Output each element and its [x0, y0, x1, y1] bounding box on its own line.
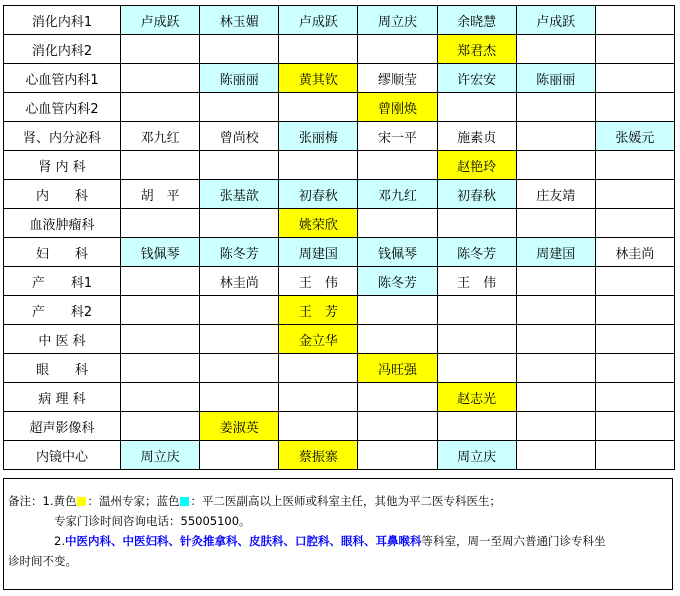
doctor-cell: 陈丽丽 — [200, 64, 279, 93]
table-row — [4, 6, 675, 35]
notes-line-2 — [8, 511, 668, 531]
doctor-cell — [516, 209, 595, 238]
department-cell: 病 理 科 — [4, 383, 121, 412]
doctor-cell: 林玉媚 — [200, 6, 279, 35]
doctor-cell — [595, 441, 674, 470]
doctor-cell: 曾刚焕 — [358, 93, 437, 122]
doctor-cell — [200, 209, 279, 238]
doctor-cell — [595, 296, 674, 325]
doctor-cell: 冯旺强 — [358, 354, 437, 383]
department-cell: 血液肿瘤科 — [4, 209, 121, 238]
doctor-cell: 林圭尚 — [200, 267, 279, 296]
doctor-cell — [200, 35, 279, 64]
department-cell: 内镜中心 — [4, 441, 121, 470]
department-cell: 产 科1 — [4, 267, 121, 296]
doctor-cell — [358, 412, 437, 441]
doctor-cell — [516, 383, 595, 412]
doctor-cell — [121, 325, 200, 354]
department-cell: 眼 科 — [4, 354, 121, 383]
doctor-cell — [121, 354, 200, 383]
doctor-cell: 蔡振寨 — [279, 441, 358, 470]
table-row — [4, 325, 675, 354]
doctor-cell: 张基歆 — [200, 180, 279, 209]
doctor-cell — [200, 151, 279, 180]
yellow-meaning: ：温州专家；蓝色 — [87, 494, 180, 508]
doctor-cell — [279, 35, 358, 64]
doctor-cell: 庄友靖 — [516, 180, 595, 209]
blue-meaning: ：平二医副高以上医师或科室主任，其他为平二医专科医生； — [190, 494, 501, 508]
doctor-cell: 陈冬芳 — [358, 267, 437, 296]
phone-line: 专家门诊时间咨询电话：55005100。 — [54, 514, 251, 528]
doctor-cell — [121, 151, 200, 180]
doctor-cell — [516, 151, 595, 180]
department-cell: 产 科2 — [4, 296, 121, 325]
line3-prefix: 2. — [54, 534, 65, 548]
notes-line-3 — [8, 531, 668, 551]
table-row — [4, 151, 675, 180]
notes-line-1 — [8, 491, 668, 511]
doctor-cell: 陈冬芳 — [200, 238, 279, 267]
doctor-cell: 陈冬芳 — [437, 238, 516, 267]
doctor-cell — [516, 296, 595, 325]
doctor-cell — [358, 209, 437, 238]
doctor-cell: 陈丽丽 — [516, 64, 595, 93]
doctor-cell: 王 伟 — [437, 267, 516, 296]
doctor-cell: 姜淑英 — [200, 412, 279, 441]
doctor-cell: 张丽梅 — [279, 122, 358, 151]
doctor-cell — [595, 209, 674, 238]
doctor-cell — [121, 93, 200, 122]
doctor-cell: 周建国 — [279, 238, 358, 267]
doctor-cell — [437, 412, 516, 441]
department-cell: 妇 科 — [4, 238, 121, 267]
doctor-cell: 缪顺莹 — [358, 64, 437, 93]
doctor-cell: 郑君杰 — [437, 35, 516, 64]
doctor-cell — [437, 296, 516, 325]
doctor-cell: 钱佩琴 — [358, 238, 437, 267]
doctor-cell — [358, 325, 437, 354]
doctor-cell — [358, 383, 437, 412]
doctor-cell: 卢成跃 — [516, 6, 595, 35]
doctor-cell — [121, 64, 200, 93]
doctor-cell: 钱佩琴 — [121, 238, 200, 267]
doctor-cell: 曾尚校 — [200, 122, 279, 151]
doctor-cell — [200, 296, 279, 325]
doctor-cell — [121, 383, 200, 412]
doctor-cell: 初春秋 — [437, 180, 516, 209]
doctor-cell: 卢成跃 — [121, 6, 200, 35]
line4: 诊时间不变。 — [8, 554, 77, 568]
table-row — [4, 122, 675, 151]
doctor-cell — [437, 209, 516, 238]
doctor-cell: 张媛元 — [595, 122, 674, 151]
doctor-cell: 卢成跃 — [279, 6, 358, 35]
doctor-cell — [358, 296, 437, 325]
doctor-cell — [279, 412, 358, 441]
doctor-cell — [279, 383, 358, 412]
schedule-body — [4, 6, 675, 470]
doctor-cell — [200, 93, 279, 122]
doctor-cell — [595, 93, 674, 122]
doctor-cell — [200, 354, 279, 383]
notes-prefix: 备注：1.黄色 — [8, 494, 77, 508]
doctor-cell — [595, 35, 674, 64]
doctor-cell — [437, 325, 516, 354]
table-row — [4, 267, 675, 296]
doctor-schedule-table — [3, 5, 675, 470]
doctor-cell — [279, 151, 358, 180]
doctor-cell: 余晓慧 — [437, 6, 516, 35]
doctor-cell — [516, 93, 595, 122]
notes-box — [3, 478, 673, 590]
doctor-cell — [516, 441, 595, 470]
doctor-cell: 胡 平 — [121, 180, 200, 209]
doctor-cell — [516, 267, 595, 296]
doctor-cell — [121, 35, 200, 64]
doctor-cell — [595, 412, 674, 441]
doctor-cell: 王 伟 — [279, 267, 358, 296]
doctor-cell: 邓九红 — [121, 122, 200, 151]
doctor-cell: 林圭尚 — [595, 238, 674, 267]
doctor-cell — [595, 325, 674, 354]
doctor-cell — [516, 122, 595, 151]
table-row — [4, 93, 675, 122]
department-cell: 内 科 — [4, 180, 121, 209]
doctor-cell — [358, 441, 437, 470]
doctor-cell — [595, 151, 674, 180]
department-cell: 中 医 科 — [4, 325, 121, 354]
doctor-cell: 赵志光 — [437, 383, 516, 412]
doctor-cell: 姚荣欣 — [279, 209, 358, 238]
doctor-cell — [358, 151, 437, 180]
doctor-cell — [437, 93, 516, 122]
doctor-cell — [595, 383, 674, 412]
table-row — [4, 441, 675, 470]
doctor-cell — [200, 325, 279, 354]
table-row — [4, 180, 675, 209]
doctor-cell: 周立庆 — [437, 441, 516, 470]
table-row — [4, 35, 675, 64]
doctor-cell: 赵艳玲 — [437, 151, 516, 180]
doctor-cell — [121, 209, 200, 238]
doctor-cell: 邓九红 — [358, 180, 437, 209]
department-cell: 肾、内分泌科 — [4, 122, 121, 151]
doctor-cell: 初春秋 — [279, 180, 358, 209]
doctor-cell: 周立庆 — [121, 441, 200, 470]
doctor-cell: 宋一平 — [358, 122, 437, 151]
doctor-cell: 施素贞 — [437, 122, 516, 151]
department-cell: 超声影像科 — [4, 412, 121, 441]
doctor-cell — [516, 354, 595, 383]
doctor-cell — [595, 64, 674, 93]
doctor-cell — [358, 35, 437, 64]
doctor-cell: 周建国 — [516, 238, 595, 267]
line3-suffix: 等科室，周一至周六普通门诊专科坐 — [421, 534, 606, 548]
doctor-cell — [279, 354, 358, 383]
table-row — [4, 238, 675, 267]
doctor-cell — [200, 441, 279, 470]
doctor-cell: 金立华 — [279, 325, 358, 354]
doctor-cell — [200, 383, 279, 412]
department-cell: 消化内科2 — [4, 35, 121, 64]
table-row — [4, 296, 675, 325]
doctor-cell: 王 芳 — [279, 296, 358, 325]
doctor-cell — [516, 412, 595, 441]
doctor-cell — [437, 354, 516, 383]
doctor-cell — [595, 354, 674, 383]
table-row — [4, 412, 675, 441]
doctor-cell — [595, 267, 674, 296]
doctor-cell — [516, 35, 595, 64]
table-row — [4, 64, 675, 93]
doctor-cell — [279, 93, 358, 122]
department-cell: 心血管内科2 — [4, 93, 121, 122]
table-row — [4, 354, 675, 383]
doctor-cell — [595, 6, 674, 35]
doctor-cell — [516, 325, 595, 354]
doctor-cell — [121, 412, 200, 441]
department-cell: 消化内科1 — [4, 6, 121, 35]
doctor-cell: 周立庆 — [358, 6, 437, 35]
department-cell: 心血管内科1 — [4, 64, 121, 93]
blue-swatch — [180, 497, 189, 506]
doctor-cell: 黄其钦 — [279, 64, 358, 93]
doctor-cell: 许宏安 — [437, 64, 516, 93]
tcm-departments: 中医内科、中医妇科、针灸推拿科、皮肤科、口腔科、眼科、耳鼻喉科 — [64, 534, 422, 548]
doctor-cell — [121, 296, 200, 325]
doctor-cell — [121, 267, 200, 296]
notes-line-4 — [8, 551, 668, 571]
doctor-cell — [595, 180, 674, 209]
table-row — [4, 383, 675, 412]
department-cell: 肾 内 科 — [4, 151, 121, 180]
table-row — [4, 209, 675, 238]
yellow-swatch — [77, 497, 86, 506]
